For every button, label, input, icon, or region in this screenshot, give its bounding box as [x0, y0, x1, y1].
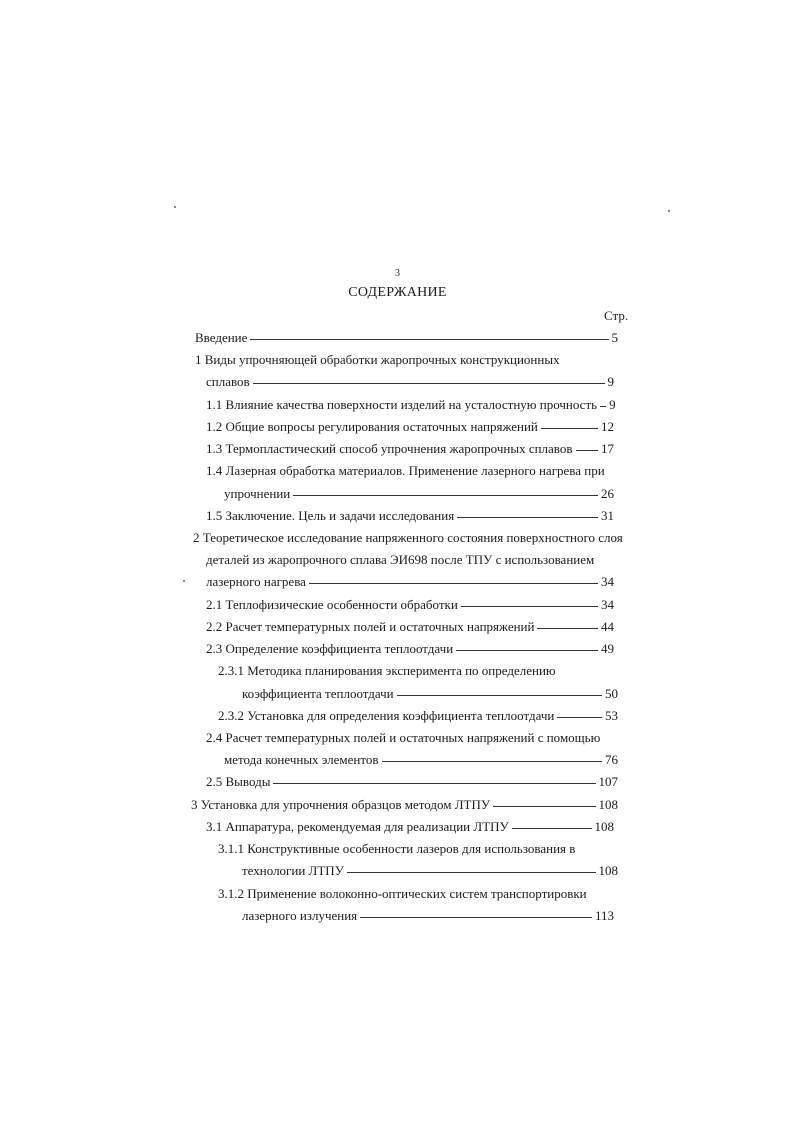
toc-entry-page: 34 [601, 597, 614, 612]
toc-leader-line [382, 761, 602, 762]
toc-entry [206, 552, 614, 568]
toc-entry [218, 663, 614, 679]
toc-entry-text: 1.3 Термопластический способ упрочнения жаропрочных сплавов [206, 441, 573, 456]
toc-entry [206, 597, 614, 613]
toc-leader-line [250, 339, 608, 340]
toc-entry [206, 419, 614, 435]
toc-entry-page: 44 [601, 619, 614, 634]
toc-entry [218, 841, 614, 857]
toc-entry-page: 34 [601, 574, 614, 589]
toc-entry [206, 397, 614, 413]
toc-entry-page: 107 [598, 774, 618, 789]
toc-leader-line [273, 783, 595, 784]
toc-leader-line [293, 495, 598, 496]
toc-entry [191, 797, 618, 813]
toc-entry-page: 17 [601, 441, 614, 456]
toc-entry-text: метода конечных элементов [224, 752, 379, 767]
toc-entry [206, 508, 614, 524]
toc-entry-text: лазерного излучения [242, 908, 358, 923]
toc-entry [218, 708, 618, 724]
toc-entry-page: 108 [598, 863, 618, 878]
toc-leader-line [600, 406, 606, 407]
toc-entry-text: 3.1.1 Конструктивные особенности лазеров для использования в [218, 841, 576, 856]
toc-leader-line [253, 383, 605, 384]
toc-entry-text: 3.1 Аппаратура, рекомендуемая для реализации ЛТПУ [206, 819, 509, 834]
toc-entry-page: 12 [601, 419, 614, 434]
toc-entry-text: упрочнении [224, 486, 291, 501]
scan-speck [174, 206, 176, 208]
toc-entry-text: коэффициента теплоотдачи [242, 686, 394, 701]
toc-leader-line [347, 872, 596, 873]
scan-speck [668, 210, 670, 212]
toc-entry-text: 2 Теоретическое исследование напряженного состояния поверхностного слоя [193, 530, 623, 545]
toc-entry-text: 3.1.2 Применение волоконно-оптических систем транспортировки [218, 886, 587, 901]
toc-entry-page: 9 [607, 374, 614, 389]
toc-leader-line [537, 628, 598, 629]
toc-entry-text: 2.4 Расчет температурных полей и остаточных напряжений с помощью [206, 730, 601, 745]
toc-entry [206, 374, 614, 390]
toc-entry-text: 1.1 Влияние качества поверхности изделий на усталостную прочность [206, 397, 598, 412]
toc-leader-line [493, 806, 595, 807]
toc-entry-text: 2.3.1 Методика планирования эксперимента по определению [218, 663, 556, 678]
toc-leader-line [457, 517, 598, 518]
toc-entry-page: 50 [605, 686, 618, 701]
toc-leader-line [512, 828, 592, 829]
toc-entry-text: 3 Установка для упрочнения образцов методом ЛТПУ [191, 797, 491, 812]
toc-leader-line [360, 917, 592, 918]
toc-leader-line [541, 428, 598, 429]
toc-entry-text: 2.5 Выводы [206, 774, 271, 789]
toc-entry [206, 619, 614, 635]
page-column-label: Стр. [604, 308, 629, 323]
toc-entry-text: 2.1 Теплофизические особенности обработки [206, 597, 458, 612]
toc-entry-text: лазерного нагрева [206, 574, 306, 589]
toc-leader-line [576, 450, 599, 451]
toc-entry [224, 752, 618, 768]
toc-entry-text: 2.3.2 Установка для определения коэффициента теплоотдачи [218, 708, 555, 723]
toc-entry-page: 31 [601, 508, 614, 523]
toc-entry-page: 108 [594, 819, 614, 834]
toc-entry-text: 2.3 Определение коэффициента теплоотдачи [206, 641, 454, 656]
toc-entry [206, 574, 614, 590]
toc-leader-line [557, 717, 602, 718]
toc-entry [206, 819, 614, 835]
toc-entry-page: 5 [611, 330, 618, 345]
toc-entry [206, 774, 618, 790]
toc-entry-text: 1.4 Лазерная обработка материалов. Применение лазерного нагрева при [206, 463, 605, 478]
toc-entry [206, 463, 614, 479]
toc-entry-text: деталей из жаропрочного сплава ЭИ698 после ТПУ с использованием [206, 552, 595, 567]
toc-entry [242, 908, 614, 924]
scan-speck [183, 580, 185, 582]
toc-leader-line [397, 695, 602, 696]
toc-entry-text: технологии ЛТПУ [242, 863, 344, 878]
toc-entry-text: сплавов [206, 374, 250, 389]
toc-entry-text: Введение [195, 330, 248, 345]
toc-entry [206, 441, 614, 457]
page-number: 3 [395, 268, 400, 279]
toc-entry [242, 686, 618, 702]
toc-entry [193, 530, 623, 546]
toc-entry-text: 1 Виды упрочняющей обработки жаропрочных конструкционных [195, 352, 560, 367]
toc-leader-line [456, 650, 598, 651]
toc-entry-page: 9 [609, 397, 616, 412]
toc-entry-page: 113 [594, 908, 614, 923]
toc-entry-page: 108 [598, 797, 618, 812]
toc-entry [218, 886, 614, 902]
toc-entry [242, 863, 618, 879]
toc-entry-text: 1.5 Заключение. Цель и задачи исследования [206, 508, 455, 523]
toc-entry [206, 730, 618, 746]
toc-entry [195, 352, 618, 368]
toc-entry [224, 486, 614, 502]
toc-entry [195, 330, 618, 346]
toc-entry-page: 49 [601, 641, 614, 656]
toc-entry-text: 1.2 Общие вопросы регулирования остаточных напряжений [206, 419, 538, 434]
toc-leader-line [461, 606, 598, 607]
toc-entry-page: 53 [605, 708, 618, 723]
toc-entry-page: 26 [601, 486, 614, 501]
toc-title: СОДЕРЖАНИЕ [348, 285, 447, 300]
toc-leader-line [309, 583, 598, 584]
toc-entry [206, 641, 614, 657]
toc-entry-page: 76 [605, 752, 618, 767]
toc-entry-text: 2.2 Расчет температурных полей и остаточных напряжений [206, 619, 535, 634]
